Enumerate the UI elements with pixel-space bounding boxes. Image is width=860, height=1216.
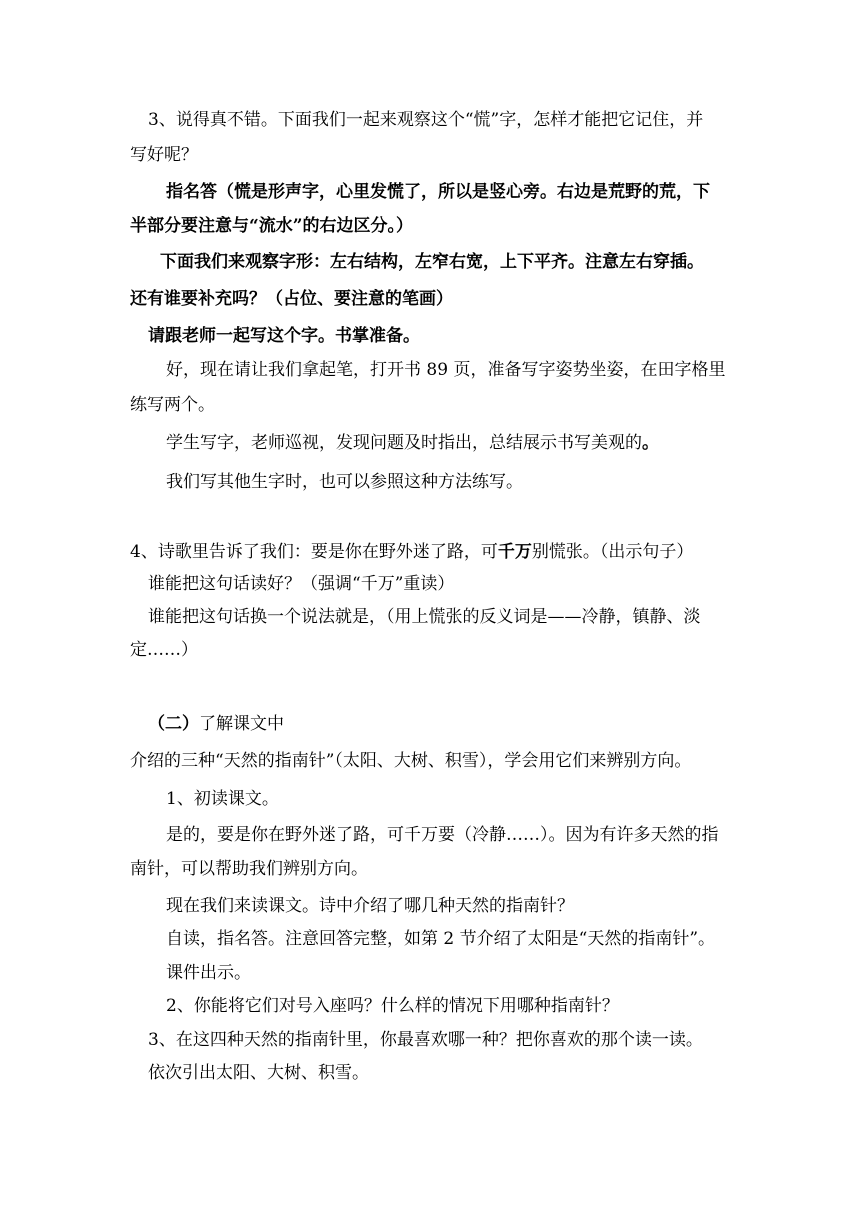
- open-book-line-2: 练写两个。: [130, 395, 215, 415]
- order-line: 依次引出太阳、大树、积雪。: [148, 1063, 369, 1083]
- courseware-line: 课件出示。: [166, 963, 251, 983]
- paragraph-4-emphasis: 千万: [497, 542, 532, 562]
- paragraph-4-text-a: 4、诗歌里告诉了我们：要是你在野外迷了路，可: [130, 542, 498, 562]
- match-question-line: 2、你能将它们对号入座吗？什么样的情况下用哪种指南针？: [166, 996, 619, 1016]
- other-characters-line: 我们写其他生字时，也可以参照这种方法练写。: [166, 472, 523, 492]
- paragraph-3-line-1: 3、说得真不错。下面我们一起来观察这个“慌”字，怎样才能把它记住，并: [148, 110, 704, 130]
- students-write-line: [166, 432, 659, 454]
- open-book-line-1: 好，现在请让我们拿起笔，打开书 89 页，准备写字姿势坐姿，在田字格里: [166, 360, 726, 380]
- paragraph-4-line: [130, 541, 693, 563]
- write-with-teacher-line: 请跟老师一起写这个字。书掌准备。: [148, 326, 420, 346]
- section-2-heading: [148, 713, 284, 735]
- supplement-note: （占位、要注意的笔画）: [266, 289, 453, 309]
- answer-line-2: 半部分要注意与“流水”的右边区分。）: [130, 216, 414, 236]
- rephrase-line-2: 定……）: [130, 640, 198, 660]
- paragraph-4-text-b: 别慌张。（出示句子）: [531, 542, 694, 562]
- rephrase-line-1: 谁能把这句话换一个说法就是，（用上慌张的反义词是——冷静，镇静、淡: [148, 607, 701, 627]
- read-text-line: 现在我们来读课文。诗中介绍了哪几种天然的指南针？: [166, 896, 574, 916]
- first-reading-line: 1、初读课文。: [166, 789, 279, 809]
- students-write-text: 学生写字，老师巡视，发现问题及时指出，总结展示书写美观的: [166, 433, 642, 453]
- supplement-text: 还有谁要补充吗？: [130, 289, 266, 309]
- section-2-intro: 介绍的三种“天然的指南针”（太阳、大树、积雪），学会用它们来辨别方向。: [130, 751, 692, 771]
- supplement-question: [130, 288, 453, 310]
- section-2-number: （二）: [148, 714, 199, 734]
- self-read-line: 自读，指名答。注意回答完整，如第 2 节介绍了太阳是“天然的指南针”。: [166, 929, 716, 949]
- students-write-period: 。: [642, 433, 659, 453]
- favorite-question-line: 3、在这四种天然的指南针里，你最喜欢哪一种？把你喜欢的那个读一读。: [148, 1030, 703, 1050]
- answer-line-1: 指名答（慌是形声字，心里发慌了，所以是竖心旁。右边是荒野的荒，下: [166, 182, 710, 202]
- section-2-title: 了解课文中: [199, 714, 284, 734]
- paragraph-3-line-2: 写好呢？: [130, 145, 198, 165]
- read-well-line: 谁能把这句话读好？（强调“千万”重读）: [148, 574, 455, 594]
- compass-intro-line-1: 是的，要是你在野外迷了路，可千万要（冷静……）。因为有许多天然的指: [166, 825, 719, 845]
- compass-intro-line-2: 南针，可以帮助我们辨别方向。: [130, 859, 368, 879]
- observe-shape-line: 下面我们来观察字形：左右结构，左窄右宽，上下平齐。注意左右穿插。: [160, 252, 704, 272]
